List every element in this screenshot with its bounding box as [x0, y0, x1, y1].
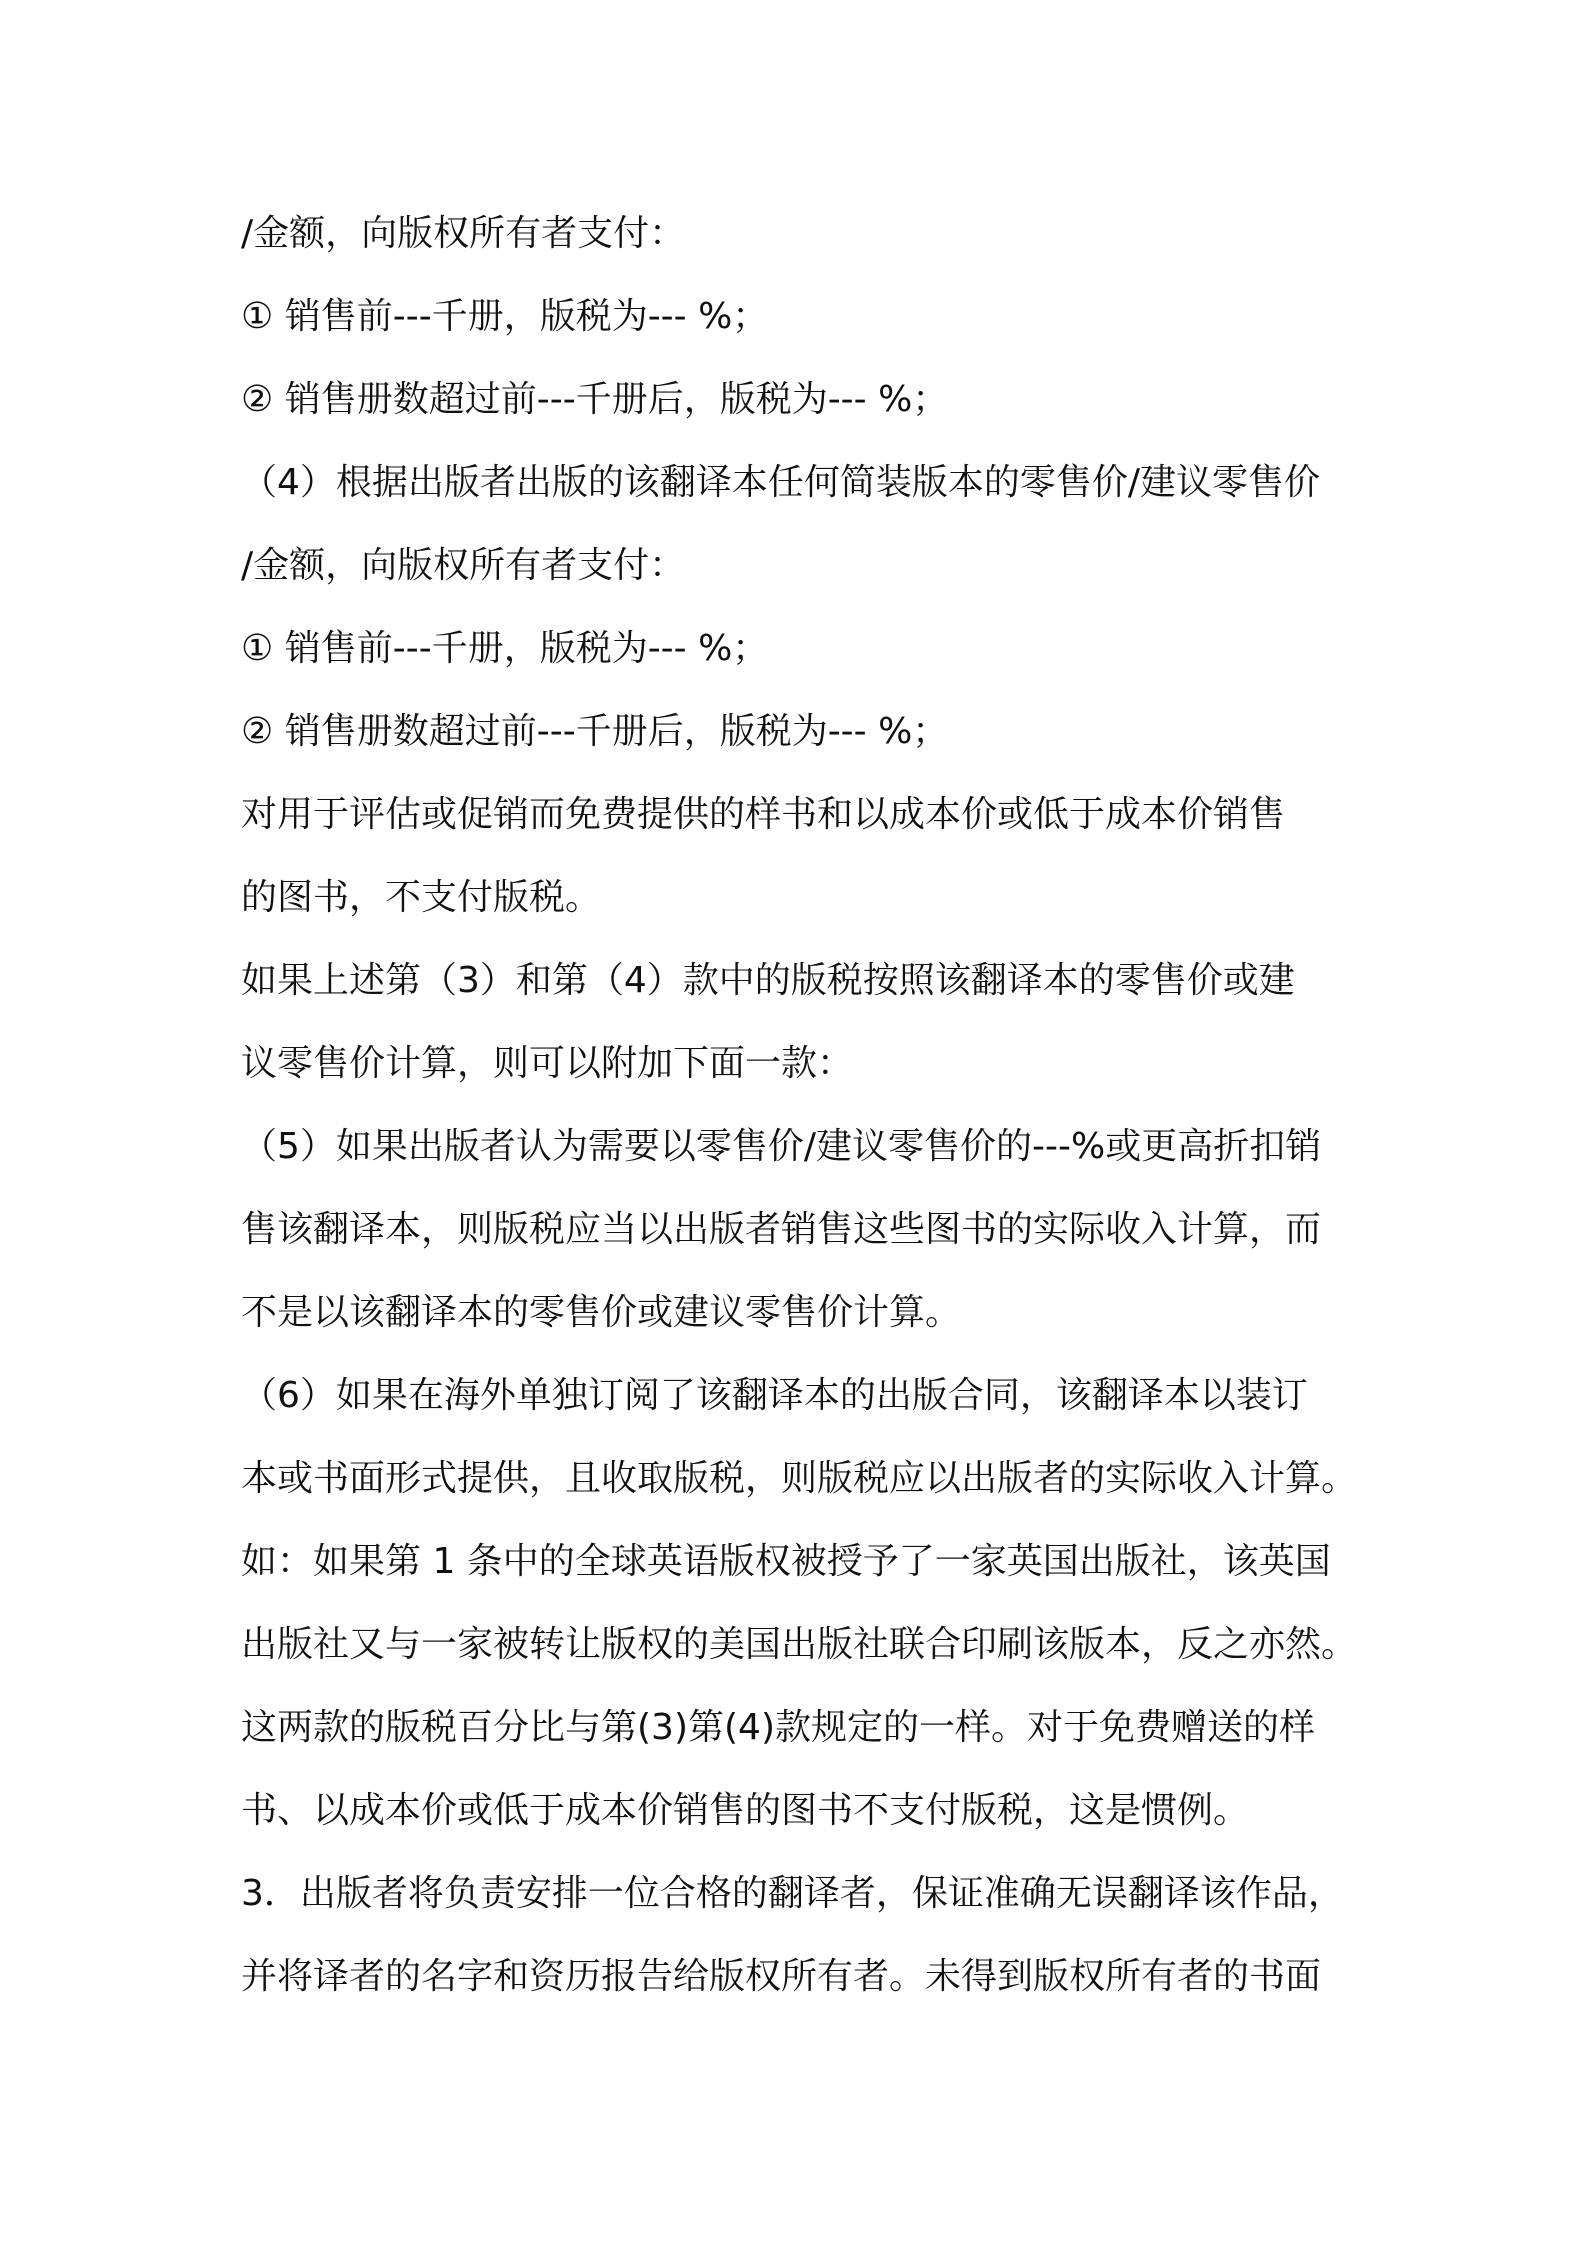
- text-line: ① 销售前---千册，版税为--- %；: [241, 628, 769, 669]
- text-line: 的图书，不支付版税。: [241, 877, 602, 918]
- text-line: 如：如果第 1 条中的全球英语版权被授予了一家英国出版社，该英国: [241, 1541, 1331, 1582]
- text-line: /金额，向版权所有者支付：: [241, 545, 686, 586]
- text-line: 出版社又与一家被转让版权的美国出版社联合印刷该版本，反之亦然。: [241, 1624, 1358, 1665]
- text-line: ① 销售前---千册，版税为--- %；: [241, 296, 769, 337]
- text-line: 议零售价计算，则可以附加下面一款：: [241, 1043, 854, 1084]
- text-line: 如果上述第（3）和第（4）款中的版税按照该翻译本的零售价或建: [241, 960, 1295, 1001]
- text-line: 对用于评估或促销而免费提供的样书和以成本价或低于成本价销售: [241, 794, 1286, 835]
- text-line: 书、以成本价或低于成本价销售的图书不支付版税，这是惯例。: [241, 1790, 1250, 1831]
- text-line: 并将译者的名字和资历报告给版权所有者。未得到版权所有者的书面: [241, 1956, 1322, 1997]
- text-line: （6）如果在海外单独订阅了该翻译本的出版合同，该翻译本以装订: [241, 1375, 1308, 1416]
- document-body: [241, 192, 1386, 2018]
- text-line: ② 销售册数超过前---千册后，版税为--- %；: [241, 711, 949, 752]
- text-line: 不是以该翻译本的零售价或建议零售价计算。: [241, 1292, 962, 1333]
- text-line: /金额，向版权所有者支付：: [241, 213, 686, 254]
- text-line: 这两款的版税百分比与第(3)第(4)款规定的一样。对于免费赠送的样: [241, 1707, 1315, 1748]
- text-line: 售该翻译本，则版税应当以出版者销售这些图书的实际收入计算，而: [241, 1209, 1322, 1250]
- text-line: 3．出版者将负责安排一位合格的翻译者，保证准确无误翻译该作品，: [241, 1873, 1344, 1914]
- text-line: （5）如果出版者认为需要以零售价/建议零售价的---%或更高折扣销: [241, 1126, 1322, 1167]
- text-line: 本或书面形式提供，且收取版税，则版税应以出版者的实际收入计算。: [241, 1458, 1358, 1499]
- text-line: （4）根据出版者出版的该翻译本任何简装版本的零售价/建议零售价: [241, 462, 1321, 503]
- text-line: ② 销售册数超过前---千册后，版税为--- %；: [241, 379, 949, 420]
